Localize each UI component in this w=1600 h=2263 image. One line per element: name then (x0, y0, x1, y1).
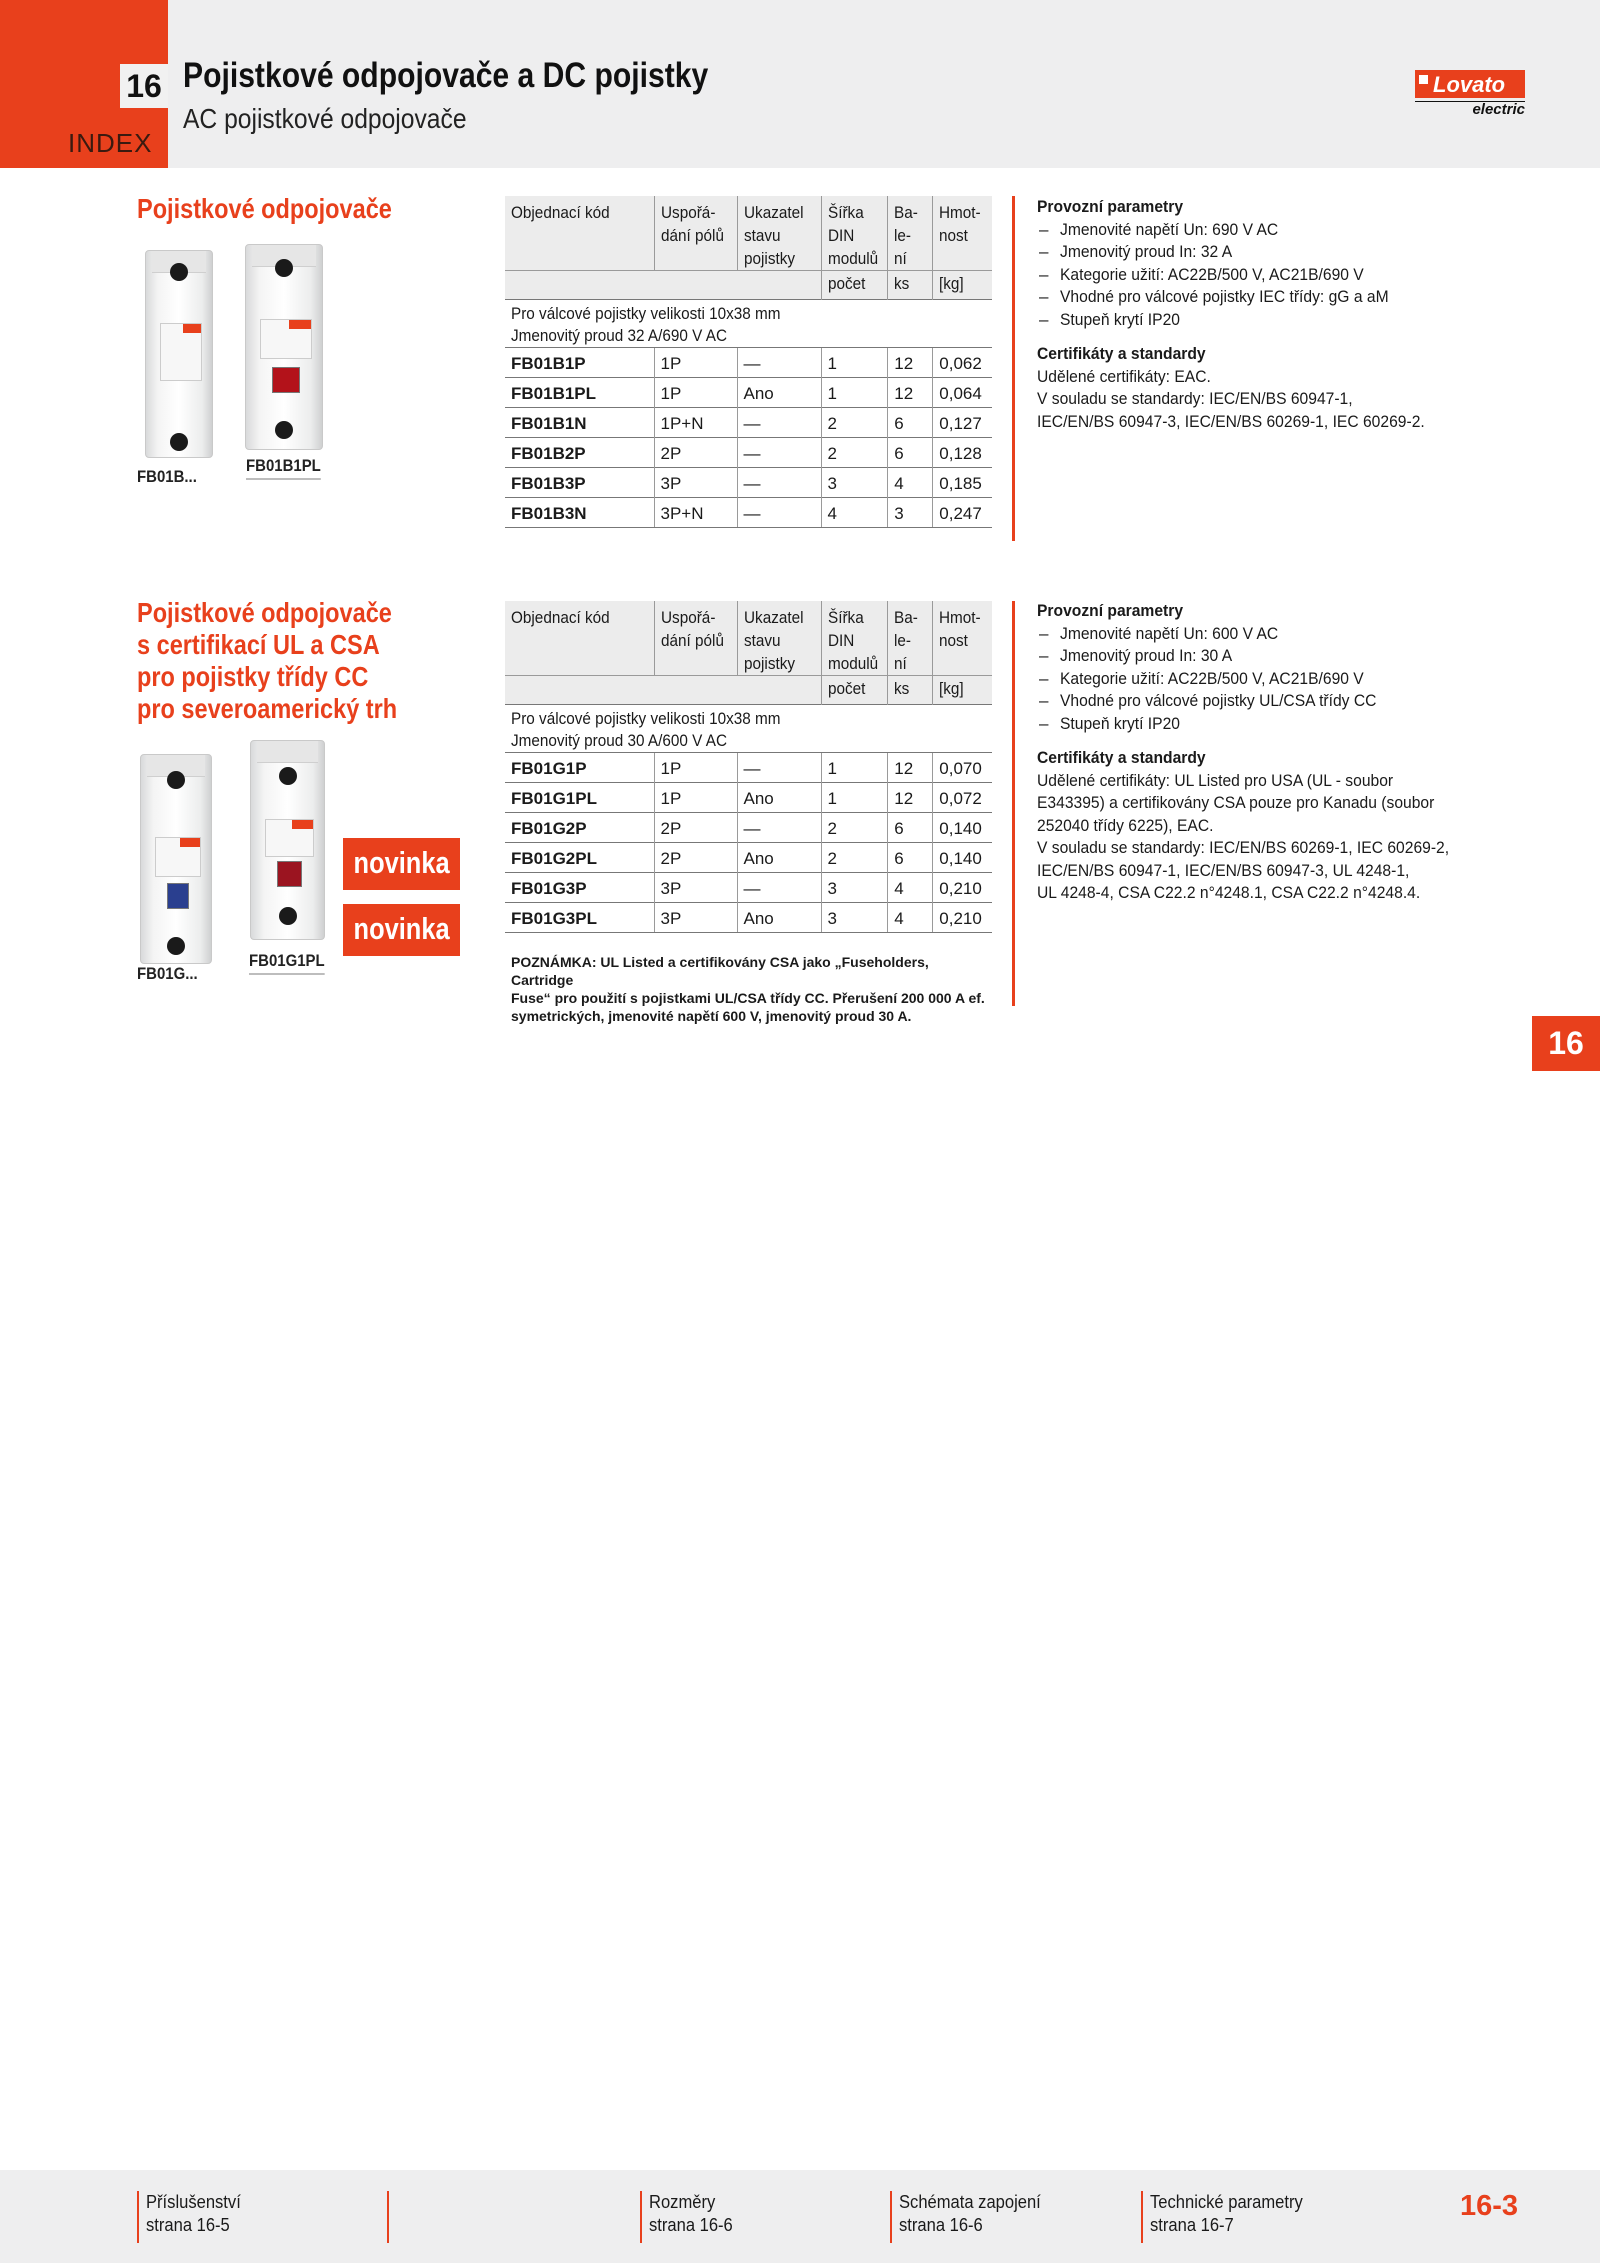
footer-link-wiring-diagrams[interactable]: Schémata zapojení strana 16-6 (890, 2191, 1053, 2243)
table-row[interactable]: FB01G2PL 2P Ano 2 6 0,140 (505, 843, 992, 873)
param-item: – Vhodné pro válcové pojistky UL/CSA třídy CC (1037, 690, 1557, 713)
footer-link-dimensions[interactable]: Rozměry strana 16-6 (640, 2191, 740, 2243)
cert-line: V souladu se standardy: IEC/EN/BS 60269-1, IEC 60269-2, (1037, 838, 1450, 857)
product-caption: FB01G1PL (249, 951, 325, 975)
cert-heading: Certifikáty a standardy (1037, 344, 1206, 363)
cert-heading: Certifikáty a standardy (1037, 748, 1206, 767)
param-item: – Vhodné pro válcové pojistky IEC třídy: gG a aM (1037, 286, 1557, 309)
table-row[interactable]: FB01G3P 3P — 3 4 0,210 (505, 873, 992, 903)
product-caption: FB01B1PL (246, 456, 321, 480)
index-link[interactable]: INDEX (68, 128, 153, 158)
section-1-title-line: Pojistkové odpojovače (137, 193, 392, 224)
col-header-order-code: Objednací kód (505, 196, 654, 271)
param-item: – Kategorie užití: AC22B/500 V, AC21B/690 V (1037, 668, 1557, 691)
unit-count: počet (821, 676, 888, 705)
page-subtitle: AC pojistkové odpojovače (183, 103, 467, 134)
unit-kg: [kg] (933, 271, 992, 300)
table-note: Pro válcové pojistky velikosti 10x38 mm Jmenovitý proud 30 A/600 V AC (505, 705, 992, 753)
table-row[interactable]: FB01G2P 2P — 2 6 0,140 (505, 813, 992, 843)
col-header-packing: Ba- le- ní (888, 196, 933, 271)
new-badge: novinka (343, 838, 460, 890)
table-row[interactable]: FB01B2P 2P — 2 6 0,128 (505, 438, 992, 468)
logo-wordmark (1415, 70, 1525, 98)
product-table-1 (505, 196, 992, 528)
params-list (1037, 623, 1557, 736)
col-header-poles: Uspořá- dání pólů (654, 196, 737, 271)
cert-line: UL 4248-4, CSA C22.2 n°4248.1, CSA C22.2 n°4248.4. (1037, 883, 1421, 902)
table-note: Pro válcové pojistky velikosti 10x38 mm Jmenovitý proud 32 A/690 V AC (505, 300, 992, 348)
cert-line: V souladu se standardy: IEC/EN/BS 60947-1, (1037, 389, 1353, 408)
product-image-fb01b (145, 250, 213, 458)
table-row[interactable]: FB01G3PL 3P Ano 3 4 0,210 (505, 903, 992, 933)
cert-line: Udělené certifikáty: UL Listed pro USA (UL - soubor (1037, 770, 1394, 790)
col-header-poles: Uspořá- dání pólů (654, 601, 737, 676)
table-row[interactable]: FB01B1N 1P+N — 2 6 0,127 (505, 408, 992, 438)
section-1-title (137, 193, 392, 225)
footer-link-technical-data[interactable]: Technické parametry strana 16-7 (1141, 2191, 1316, 2243)
params-block-1 (1037, 196, 1557, 433)
page-title: Pojistkové odpojovače a DC pojistky (183, 56, 709, 95)
table-row[interactable]: FB01B1P 1P — 1 12 0,062 (505, 348, 992, 378)
table-row[interactable]: FB01G1PL 1P Ano 1 12 0,072 (505, 783, 992, 813)
col-header-indicator: Ukazatel stavu pojistky (737, 196, 821, 271)
chapter-number: 16 (120, 64, 168, 108)
param-item: – Jmenovité napětí Un: 690 V AC (1037, 219, 1557, 242)
product-image-fb01g1pl (250, 740, 325, 940)
param-item: – Jmenovité napětí Un: 600 V AC (1037, 623, 1557, 646)
product-image-fb01b1pl (245, 244, 323, 450)
col-header-packing: Ba- le- ní (888, 601, 933, 676)
cert-line: E343395) a certifikovány CSA pouze pro Kanadu (soubor (1037, 793, 1435, 812)
section-divider (1012, 196, 1015, 541)
col-header-order-code: Objednací kód (505, 601, 654, 676)
cert-line: 252040 třídy 6225), EAC. (1037, 815, 1214, 835)
logo-name: Lovato (1433, 72, 1506, 97)
section-2-title-line: pro severoamerický trh (137, 693, 398, 724)
unit-pcs: ks (888, 271, 933, 300)
product-caption: FB01G... (137, 964, 198, 983)
section-2-title (137, 597, 397, 725)
footer-link-accessories[interactable]: Příslušenství strana 16-5 (137, 2191, 249, 2243)
cert-line: IEC/EN/BS 60947-3, IEC/EN/BS 60269-1, IEC 60269-2. (1037, 411, 1425, 431)
unit-kg: [kg] (933, 676, 992, 705)
product-table-2 (505, 601, 992, 933)
params-heading: Provozní parametry (1037, 601, 1184, 620)
unit-count: počet (821, 271, 888, 300)
table-row[interactable]: FB01B3P 3P — 3 4 0,185 (505, 468, 992, 498)
param-item: – Stupeň krytí IP20 (1037, 713, 1557, 736)
product-caption: FB01B... (137, 467, 197, 486)
table-row[interactable]: FB01B3N 3P+N — 4 3 0,247 (505, 498, 992, 528)
section-2-title-line: s certifikací UL a CSA (137, 629, 380, 660)
col-header-weight: Hmot- nost (933, 196, 992, 271)
logo-mark-icon (1419, 75, 1428, 84)
product-image-fb01g (140, 754, 212, 964)
section-divider (1012, 601, 1015, 1006)
table-remark: POZNÁMKA: UL Listed a certifikovány CSA jako „Fuseholders, Cartridge Fuse“ pro použití s pojistkami UL/CSA třídy CC. Přerušení 200 000 A ef. symetrických, jmenovité napětí 600 V, jmenovitý proud 30 A. (511, 954, 985, 1024)
logo-tagline: electric (1415, 101, 1525, 117)
table-row[interactable]: FB01B1PL 1P Ano 1 12 0,064 (505, 378, 992, 408)
col-header-weight: Hmot- nost (933, 601, 992, 676)
cert-line: IEC/EN/BS 60947-1, IEC/EN/BS 60947-3, UL 4248-1, (1037, 860, 1410, 880)
col-header-indicator: Ukazatel stavu pojistky (737, 601, 821, 676)
section-2-title-line: Pojistkové odpojovače (137, 597, 392, 628)
unit-pcs: ks (888, 676, 933, 705)
param-item: – Jmenovitý proud In: 30 A (1037, 645, 1557, 668)
param-item: – Kategorie užití: AC22B/500 V, AC21B/690 V (1037, 264, 1557, 287)
chapter-side-tab[interactable]: 16 (1532, 1016, 1600, 1071)
page-number: 16-3 (1460, 2190, 1519, 2222)
param-item: – Stupeň krytí IP20 (1037, 309, 1557, 332)
table-row[interactable]: FB01G1P 1P — 1 12 0,070 (505, 753, 992, 783)
params-heading: Provozní parametry (1037, 197, 1184, 216)
footer-divider (387, 2191, 389, 2243)
col-header-din-width: Šířka DIN modulů (821, 196, 888, 271)
cert-line: Udělené certifikáty: EAC. (1037, 366, 1211, 386)
section-2-title-line: pro pojistky třídy CC (137, 661, 369, 692)
param-item: – Jmenovitý proud In: 32 A (1037, 241, 1557, 264)
col-header-din-width: Šířka DIN modulů (821, 601, 888, 676)
lovato-logo (1415, 70, 1525, 117)
params-block-2 (1037, 600, 1557, 905)
new-badge: novinka (343, 904, 460, 956)
params-list (1037, 219, 1557, 332)
